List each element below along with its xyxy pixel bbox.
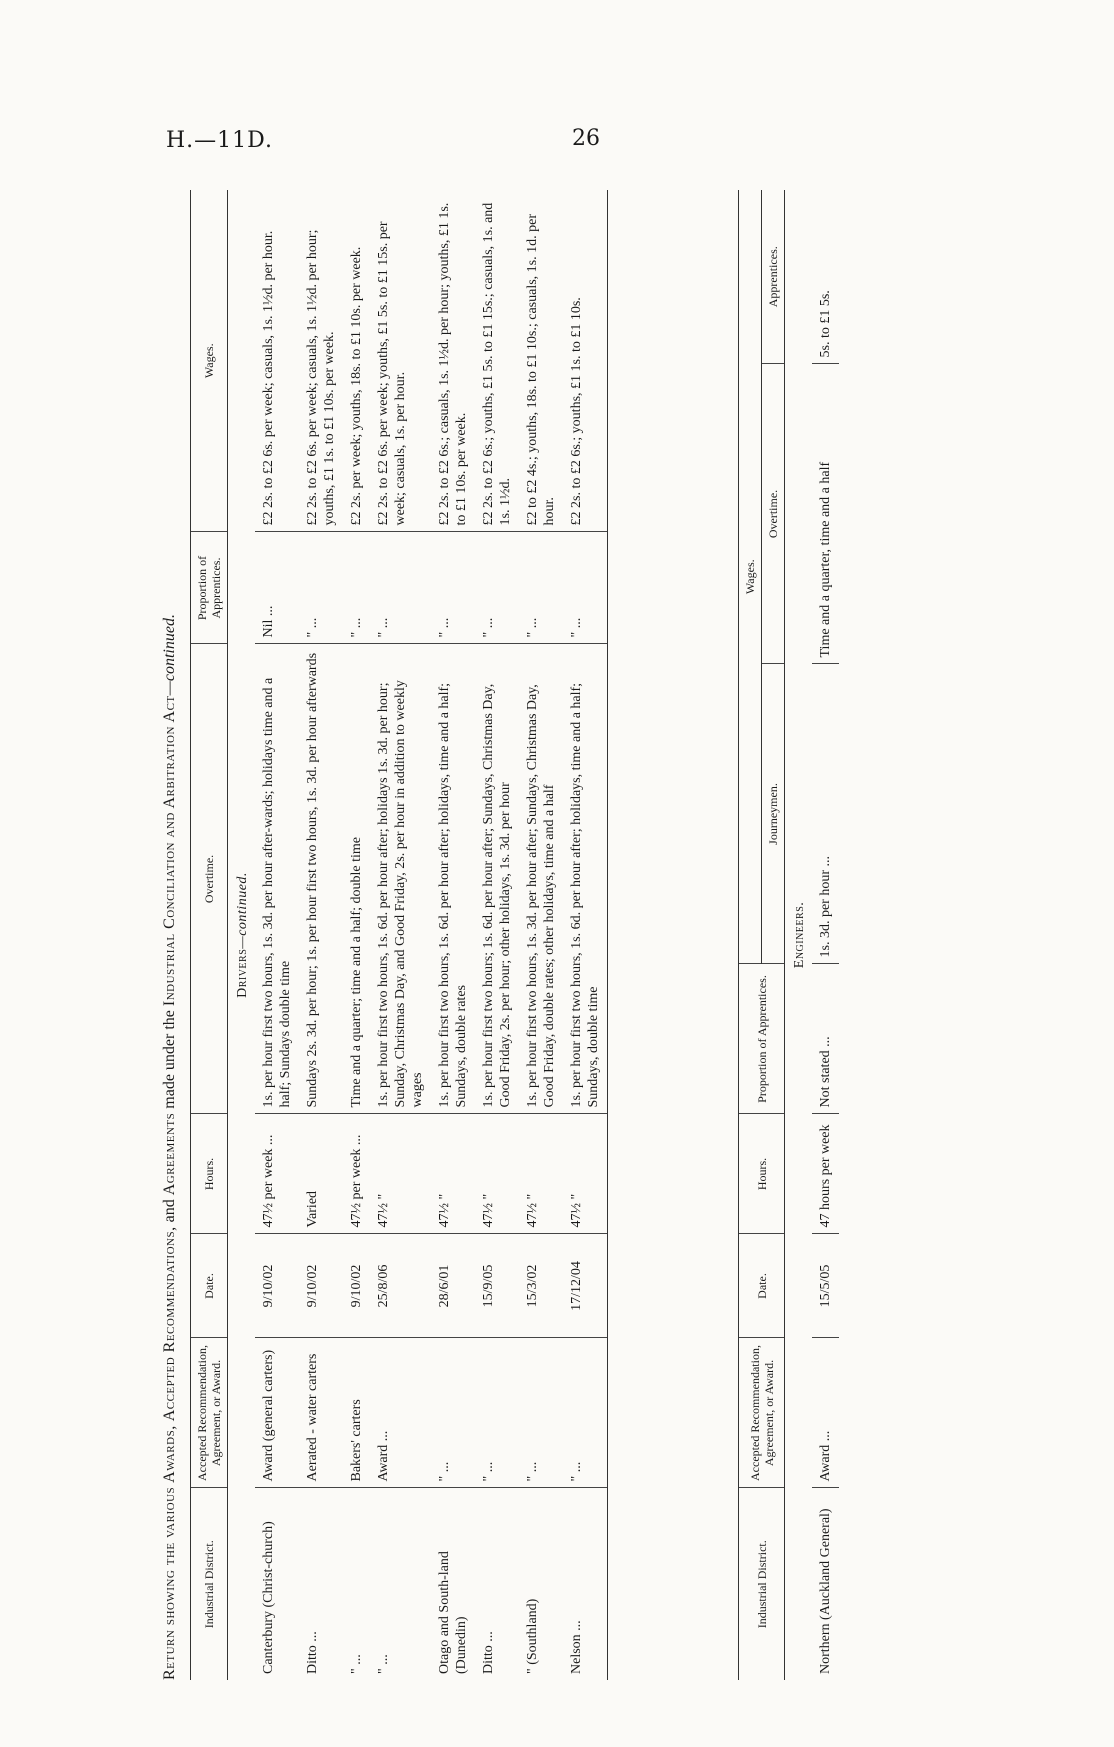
cell-wages: £2 2s. per week; youths, 18s. to £1 10s. per week. xyxy=(343,190,370,532)
cell-journeymen: 1s. 3d. per hour ... xyxy=(812,664,839,964)
table-row xyxy=(475,190,519,1680)
cell-district: Ditto ... xyxy=(305,1631,320,1674)
header-district: Industrial District. xyxy=(739,1488,785,1680)
cell-district: Ditto ... xyxy=(481,1631,496,1674)
cell-hours: 47½ " xyxy=(519,1114,563,1234)
cell-proportion: " ... xyxy=(475,532,519,644)
header-accepted: Accepted Recommendation, Agreement, or Award. xyxy=(739,1338,785,1488)
cell-district: Northern (Auckland General) xyxy=(818,1508,833,1674)
header-wages: Wages. xyxy=(739,190,762,964)
cell-date: 28/6/01 xyxy=(431,1234,475,1338)
header-date: Date. xyxy=(191,1234,228,1338)
title-prefix: Return showing the various xyxy=(161,1486,178,1680)
title-agreements: Agreements xyxy=(161,1112,178,1196)
title-awards: Awards, xyxy=(161,1425,178,1483)
cell-proportion: " ... xyxy=(370,532,431,644)
cell-hours: Varied xyxy=(299,1114,343,1234)
cell-wages: £2 2s. to £2 6s. per week; casuals, 1s. 1½d. per hour; youths, £1 1s. to £1 10s. per week. xyxy=(299,190,343,532)
table-row xyxy=(370,190,431,1680)
table-row xyxy=(343,190,370,1680)
cell-wages: £2 2s. to £2 6s.; youths, £1 1s. to £1 10s. xyxy=(563,190,608,532)
section-continued: —continued. xyxy=(235,872,250,949)
engineers-table xyxy=(738,190,839,1680)
cell-overtime: Time and a quarter; time and a half; double time xyxy=(343,644,370,1114)
header-hours: Hours. xyxy=(739,1114,785,1234)
cell-wages: £2 2s. to £2 6s.; casuals, 1s. 1½d. per hour; youths, £1 1s. to £1 10s. per week. xyxy=(431,190,475,532)
table-row xyxy=(812,190,839,1680)
header-district: Industrial District. xyxy=(191,1488,228,1680)
header-date: Date. xyxy=(739,1234,785,1338)
header-journeymen: Journeymen. xyxy=(762,664,785,964)
header-proportion: Proportion of Apprentices. xyxy=(191,532,228,644)
page-number: 26 xyxy=(572,126,600,151)
table-row xyxy=(563,190,608,1680)
cell-district: " (Southland) xyxy=(525,1598,540,1674)
cell-proportion: Not stated ... xyxy=(812,964,839,1114)
cell-accepted: " ... xyxy=(475,1338,519,1488)
section-row-engineers xyxy=(785,190,813,1680)
drivers-table xyxy=(190,190,608,1680)
cell-date: 15/5/05 xyxy=(812,1234,839,1338)
cell-overtime: Sundays 2s. 3d. per hour; 1s. per hour first two hours, 1s. 3d. per hour afterwards xyxy=(299,644,343,1114)
cell-hours: 47½ per week ... xyxy=(343,1114,370,1234)
cell-wages: £2 2s. to £2 6s. per week; youths, £1 5s. to £1 15s. per week; casuals, 1s. per hour. xyxy=(370,190,431,532)
section-heading: Engineers. xyxy=(792,901,807,969)
cell-hours: 47½ " xyxy=(563,1114,608,1234)
cell-district: Otago and South-land (Dunedin) xyxy=(437,1551,469,1674)
title-continued: —continued. xyxy=(161,614,178,696)
cell-date: 9/10/02 xyxy=(255,1234,299,1338)
cell-district: Nelson ... xyxy=(563,1488,608,1680)
cell-wages: £2 2s. to £2 6s.; youths, £1 5s. to £1 15s.; casuals, 1s. and 1s. 1½d. xyxy=(475,190,519,532)
cell-overtime: 1s. per hour first two hours, 1s. 6d. per hour after; holidays 1s. 3d. per hour; Sunday, Christmas Day, and Good Friday, 2s. per hour in addition to weekly wages xyxy=(370,644,431,1114)
cell-district: Canterbury (Christ-church) xyxy=(261,1521,276,1674)
page-header xyxy=(0,0,1114,160)
cell-accepted: " ... xyxy=(431,1338,475,1488)
cell-date: 17/12/04 xyxy=(563,1234,608,1338)
cell-overtime: Time and a quarter, time and a half xyxy=(812,364,839,664)
engineers-header-row-top xyxy=(739,190,762,1680)
header-apprentices: Apprentices. xyxy=(762,190,785,364)
cell-date: 15/3/02 xyxy=(519,1234,563,1338)
cell-wages: £2 2s. to £2 6s. per week; casuals, 1s. 1½d. per hour. xyxy=(255,190,299,532)
cell-date: 9/10/02 xyxy=(343,1234,370,1338)
cell-accepted: " ... xyxy=(519,1338,563,1488)
cell-proportion: " ... xyxy=(431,532,475,644)
title-accepted: Accepted Recommendations, xyxy=(161,1226,178,1422)
title-made-under: made under the xyxy=(161,1010,178,1109)
landscape-content xyxy=(160,170,960,1680)
header-hours: Hours. xyxy=(191,1114,228,1234)
cell-district: " ... xyxy=(376,1654,391,1674)
cell-proportion: " ... xyxy=(299,532,343,644)
table-row xyxy=(519,190,563,1680)
cell-hours: 47½ " xyxy=(370,1114,431,1234)
cell-proportion: " ... xyxy=(343,532,370,644)
drivers-header-row xyxy=(191,190,228,1680)
cell-accepted: " ... xyxy=(563,1338,608,1488)
cell-date: 9/10/02 xyxy=(299,1234,343,1338)
cell-hours: 47 hours per week xyxy=(812,1114,839,1234)
page-reference: H.—11D. xyxy=(166,128,274,153)
table-row xyxy=(299,190,343,1680)
cell-date: 15/9/05 xyxy=(475,1234,519,1338)
cell-accepted: Award ... xyxy=(370,1338,431,1488)
cell-district: " ... xyxy=(349,1654,364,1674)
header-wages: Wages. xyxy=(191,190,228,532)
cell-date: 25/8/06 xyxy=(370,1234,431,1338)
cell-overtime: 1s. per hour first two hours, 1s. 3d. per hour after; Sundays, Christmas Day, Good Friday, double rates; other holidays, time and a half xyxy=(519,644,563,1114)
cell-wages: £2 to £2 4s.; youths, 18s. to £1 10s.; casuals, 1s. 1d. per hour. xyxy=(519,190,563,532)
cell-proportion: " ... xyxy=(563,532,608,644)
cell-hours: 47½ " xyxy=(475,1114,519,1234)
cell-overtime: 1s. per hour first two hours, 1s. 6d. per hour after; holidays, time and a half; Sundays, double time xyxy=(563,644,608,1114)
header-accepted: Accepted Recommendation, Agreement, or Award. xyxy=(191,1338,228,1488)
cell-overtime: 1s. per hour first two hours, 1s. 3d. per hour after-wards; holidays time and a half; Sundays double time xyxy=(255,644,299,1114)
cell-hours: 47½ " xyxy=(431,1114,475,1234)
cell-apprentices: 5s. to £1 5s. xyxy=(812,190,839,364)
cell-overtime: 1s. per hour first two hours; 1s. 6d. per hour after; Sundays, Christmas Day, Good Friday, 2s. per hour; other holidays, 1s. 3d. per hour xyxy=(475,644,519,1114)
section-heading xyxy=(228,190,256,1680)
table-row xyxy=(431,190,475,1680)
rotated-table-area xyxy=(160,170,960,1680)
header-overtime: Overtime. xyxy=(191,644,228,1114)
title-and: and xyxy=(161,1199,178,1223)
cell-accepted: Bakers' carters xyxy=(343,1338,370,1488)
cell-accepted: Award ... xyxy=(812,1338,839,1488)
section-name: Drivers xyxy=(235,948,250,998)
cell-accepted: Aerated - water carters xyxy=(299,1338,343,1488)
title-act: Industrial Conciliation and Arbitration Act xyxy=(161,695,178,1007)
cell-overtime: 1s. per hour first two hours, 1s. 6d. per hour after; holidays, time and a half; Sundays, double rates xyxy=(431,644,475,1114)
section-row-drivers xyxy=(228,190,256,1680)
header-overtime: Overtime. xyxy=(762,364,785,664)
cell-hours: 47½ per week ... xyxy=(255,1114,299,1234)
return-title xyxy=(160,170,180,1680)
cell-proportion: Nil ... xyxy=(255,532,299,644)
table-row xyxy=(255,190,299,1680)
cell-proportion: " ... xyxy=(519,532,563,644)
header-proportion: Proportion of Apprentices. xyxy=(739,964,785,1114)
cell-accepted: Award (general carters) xyxy=(255,1338,299,1488)
